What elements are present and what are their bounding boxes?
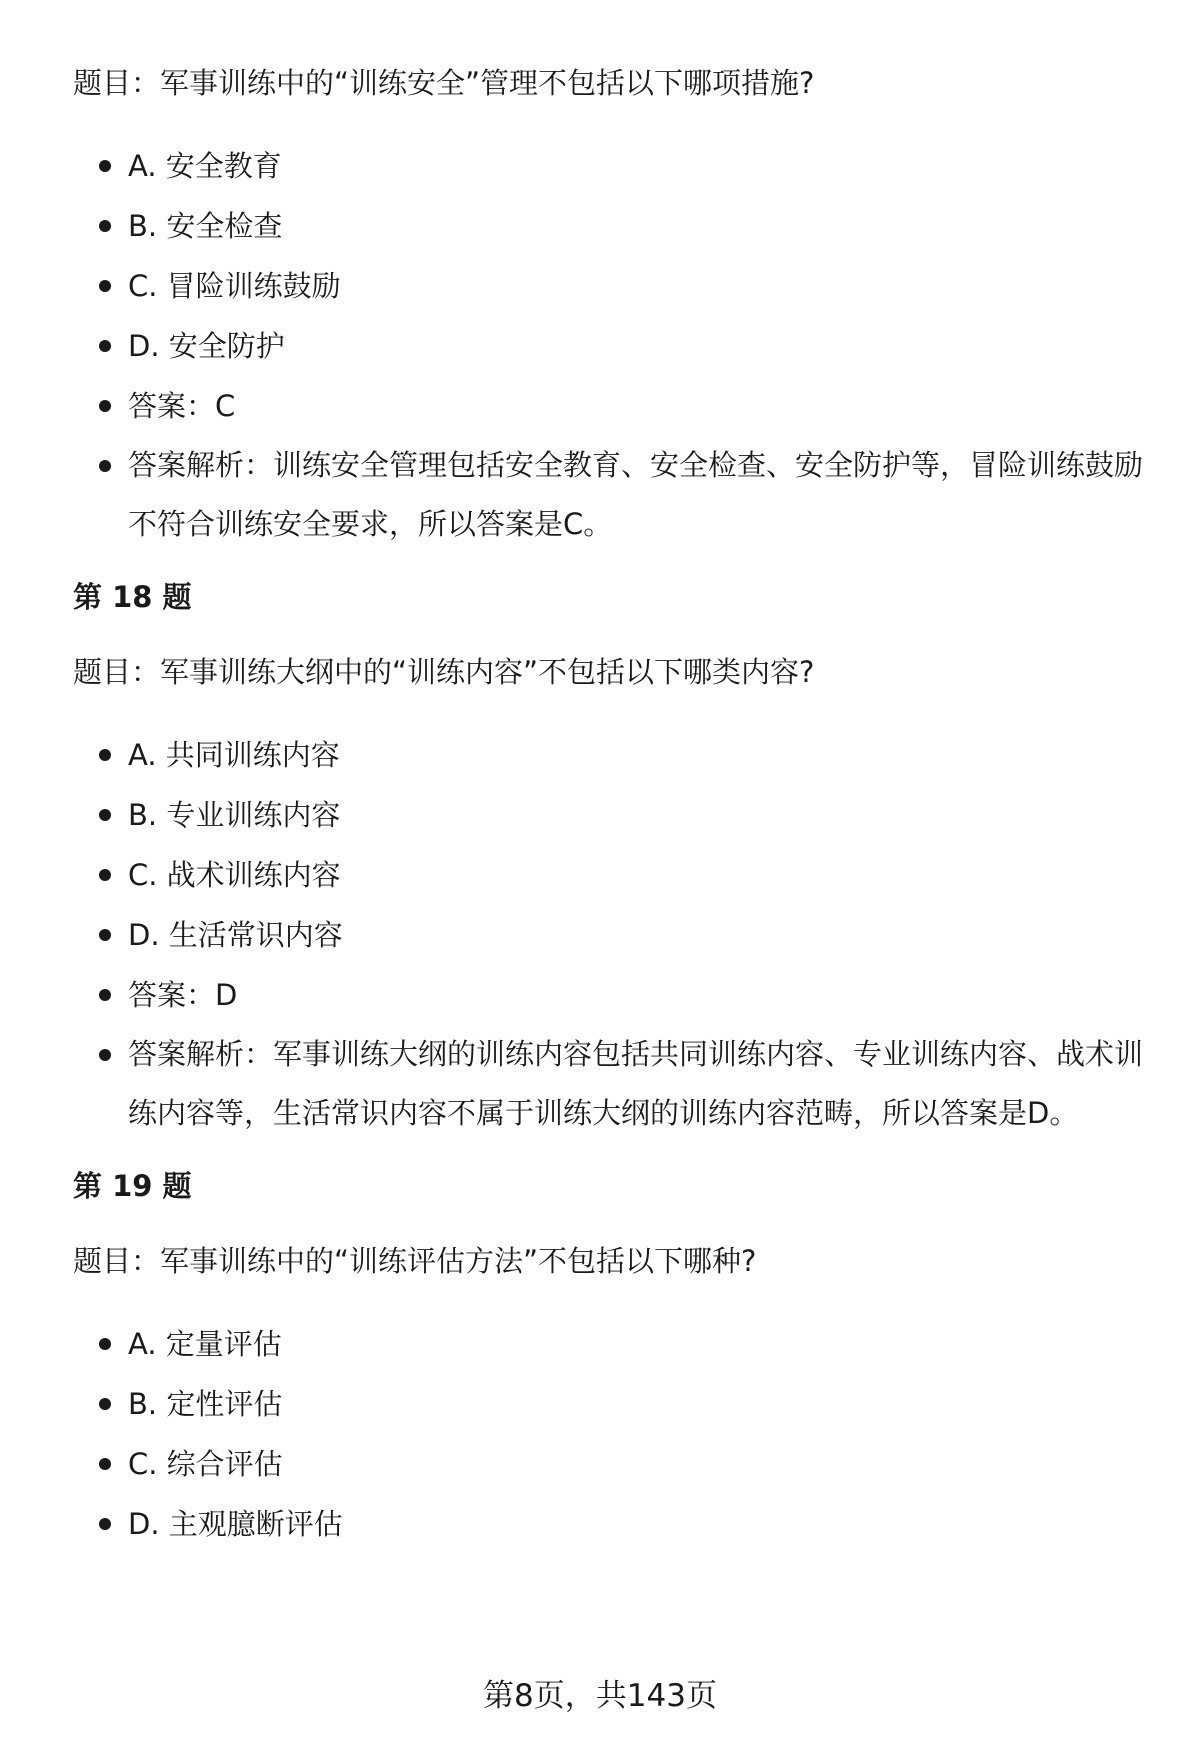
bullet-icon xyxy=(99,400,111,412)
list-item xyxy=(73,725,1143,785)
list-item xyxy=(73,845,1143,905)
answer-text: 答案：D xyxy=(128,977,238,1012)
list-item xyxy=(73,965,1143,1025)
bullet-icon xyxy=(99,460,111,472)
bullet-icon xyxy=(99,929,111,941)
list-item xyxy=(73,1025,1143,1143)
option-text: A. 共同训练内容 xyxy=(128,737,340,772)
list-item xyxy=(73,785,1143,845)
list-item xyxy=(73,136,1143,196)
option-text: B. 专业训练内容 xyxy=(128,797,341,832)
options-list xyxy=(73,1314,1143,1554)
option-text: C. 综合评估 xyxy=(128,1446,283,1481)
option-text: C. 冒险训练鼓励 xyxy=(128,268,341,303)
list-item xyxy=(73,1314,1143,1374)
bullet-icon xyxy=(99,340,111,352)
question-heading: 第 19 题 xyxy=(73,1168,192,1203)
list-item xyxy=(73,316,1143,376)
question-heading: 第 18 题 xyxy=(73,579,192,614)
option-text: D. 生活常识内容 xyxy=(128,917,343,952)
question-text: 题目：军事训练中的“训练评估方法”不包括以下哪种? xyxy=(73,1244,757,1278)
list-item xyxy=(73,256,1143,316)
options-list xyxy=(73,136,1143,554)
page-footer: 第8页，共143页 xyxy=(483,1678,717,1714)
bullet-icon xyxy=(99,1458,111,1470)
question-text: 题目：军事训练大纲中的“训练内容”不包括以下哪类内容? xyxy=(73,655,815,689)
option-text: B. 安全检查 xyxy=(128,208,283,243)
page-content xyxy=(73,62,1143,1576)
bullet-icon xyxy=(99,220,111,232)
list-item xyxy=(73,1374,1143,1434)
bullet-icon xyxy=(99,989,111,1001)
explanation-text: 答案解析：训练安全管理包括安全教育、安全检查、安全防护等，冒险训练鼓励不符合训练安全要求，所以答案是C。 xyxy=(128,447,1144,541)
bullet-icon xyxy=(99,809,111,821)
list-item xyxy=(73,905,1143,965)
list-item xyxy=(73,1434,1143,1494)
list-item xyxy=(73,1494,1143,1554)
bullet-icon xyxy=(99,1518,111,1530)
list-item xyxy=(73,436,1143,554)
bullet-icon xyxy=(99,160,111,172)
list-item xyxy=(73,196,1143,256)
question-18 xyxy=(73,576,1143,1143)
bullet-icon xyxy=(99,869,111,881)
bullet-icon xyxy=(99,1049,111,1061)
list-item xyxy=(73,376,1143,436)
options-list xyxy=(73,725,1143,1143)
explanation-text: 答案解析：军事训练大纲的训练内容包括共同训练内容、专业训练内容、战术训练内容等，生活常识内容不属于训练大纲的训练内容范畴，所以答案是D。 xyxy=(128,1036,1144,1130)
option-text: B. 定性评估 xyxy=(128,1386,283,1421)
bullet-icon xyxy=(99,1338,111,1350)
option-text: D. 主观臆断评估 xyxy=(128,1506,343,1541)
bullet-icon xyxy=(99,1398,111,1410)
answer-text: 答案：C xyxy=(128,388,236,423)
bullet-icon xyxy=(99,749,111,761)
question-17 xyxy=(73,62,1143,554)
bullet-icon xyxy=(99,280,111,292)
option-text: A. 定量评估 xyxy=(128,1326,282,1361)
option-text: C. 战术训练内容 xyxy=(128,857,341,892)
question-text: 题目：军事训练中的“训练安全”管理不包括以下哪项措施? xyxy=(73,66,815,100)
option-text: D. 安全防护 xyxy=(128,328,285,363)
question-19 xyxy=(73,1165,1143,1554)
option-text: A. 安全教育 xyxy=(128,148,282,183)
